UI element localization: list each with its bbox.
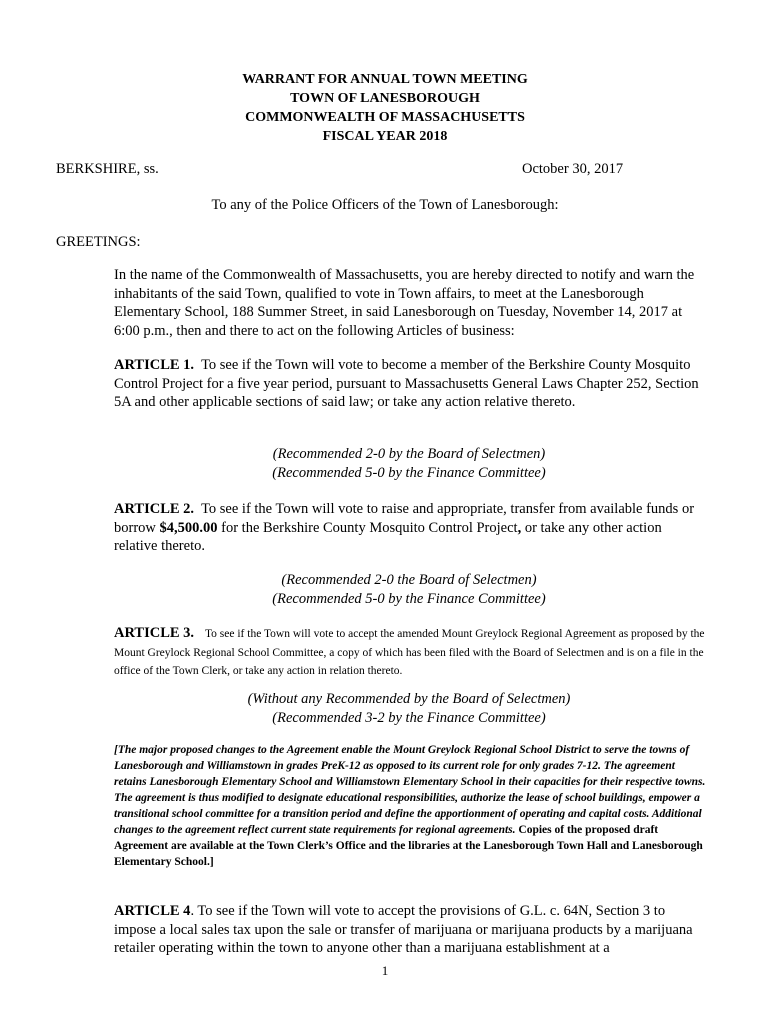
article-2-text-after: or take any other action relative thereto.: [114, 519, 662, 554]
addressee: To any of the Police Officers of the Town of Lanesborough:: [211, 197, 559, 213]
article-4-label: ARTICLE 4: [114, 903, 191, 919]
article-3-note-italic: [The major proposed changes to the Agreement enable the Mount Greylock Regional School District to serve the towns of Lanesborough and Williamstown in grades PreK-12 as opposed to its current role for only grades 7-12. The agreement retains Lanesborough Elementary School and Williamstown Elementary School in their capacities for their respective towns. The agreement is thus modified to designate educational responsibilities, authorize the lease of school buildings, empower a transitional school committee for a transition period and define the apportionment of operating and capital costs. Additional changes to the agreement reflect current state requirements for regional agreements.: [114, 744, 706, 836]
title-line-3: COMMONWEALTH OF MASSACHUSETTS: [245, 110, 525, 125]
recommendation: (Recommended 5-0 by the Finance Committee): [272, 464, 546, 481]
article-2-text-middle: for the Berkshire County Mosquito Control Project: [217, 519, 518, 536]
article-2-label: ARTICLE 2.: [114, 501, 195, 517]
article-2: [114, 500, 704, 556]
article-3-note-plain: Copies of the proposed draft Agreement are available at the Town Clerk’s Office and the libraries at the Lanesborough Town Hall and Lanesborough Elementary School.]: [114, 824, 703, 868]
article-1-label: ARTICLE 1.: [114, 357, 195, 373]
article-3: [114, 624, 708, 680]
recommendation: (Without any Recommended by the Board of Selectmen): [247, 691, 571, 707]
article-1-text: To see if the Town will vote to become a member of the Berkshire County Mosquito Control Project for a five year period, pursuant to Massachusetts General Laws Chapter 252, Section 5A and other applicable sections of said law; or take any action relative thereto.: [114, 357, 699, 410]
page-number: 1: [381, 963, 389, 978]
article-3-note: [114, 742, 708, 870]
recommendation: (Recommended 3-2 by the Finance Committee): [272, 709, 546, 726]
warrant-date: October 30, 2017: [522, 161, 624, 177]
article-3-recommendations: [114, 690, 704, 727]
title-line-1: WARRANT FOR ANNUAL TOWN MEETING: [242, 72, 528, 87]
article-4: [114, 902, 704, 958]
recommendation: (Recommended 2-0 the Board of Selectmen): [281, 572, 537, 588]
county-label: BERKSHIRE, ss.: [56, 161, 159, 177]
article-2-recommendations: [114, 571, 704, 608]
article-4-text: . To see if the Town will vote to accept the provisions of G.L. c. 64N, Section 3 to impose a local sales tax upon the sale or transfer of marijuana or marijuana products by a marijuana retailer operating within the town to anyone other than a marijuana establishment at a: [114, 903, 693, 956]
article-2-text: To see if the Town will vote to raise and appropriate, transfer from available funds or borrow: [114, 501, 695, 536]
article-2-amount: $4,500.00: [159, 519, 218, 536]
recommendation: (Recommended 5-0 by the Finance Committee): [272, 590, 546, 607]
title-line-2: TOWN OF LANESBOROUGH: [290, 91, 480, 106]
article-3-text: To see if the Town will vote to accept the amended Mount Greylock Regional Agreement as proposed by the Mount Greylock Regional School Committee, a copy of which has been filed with the Board of Selectmen and is on a file in the office of the Town Clerk, or take any action in relation thereto.: [114, 628, 705, 677]
recommendation: (Recommended 2-0 by the Board of Selectmen): [272, 446, 546, 462]
warrant-title: [0, 70, 770, 146]
article-1: [114, 356, 704, 412]
article-2-comma: ,: [517, 519, 522, 536]
intro-paragraph: In the name of the Commonwealth of Massachusetts, you are hereby directed to notify and warn the inhabitants of the said Town, qualified to vote in Town affairs, to meet at the Lanesborough Elementary School, 188 Summer Street, in said Lanesborough on Tuesday, November 14, 2017 at 6:00 p.m., then and there to act on the following Articles of business:: [114, 267, 695, 339]
article-1-recommendations: [114, 445, 704, 482]
greeting: GREETINGS:: [56, 234, 141, 250]
article-3-label: ARTICLE 3.: [114, 625, 195, 641]
title-line-4: FISCAL YEAR 2018: [322, 129, 448, 144]
